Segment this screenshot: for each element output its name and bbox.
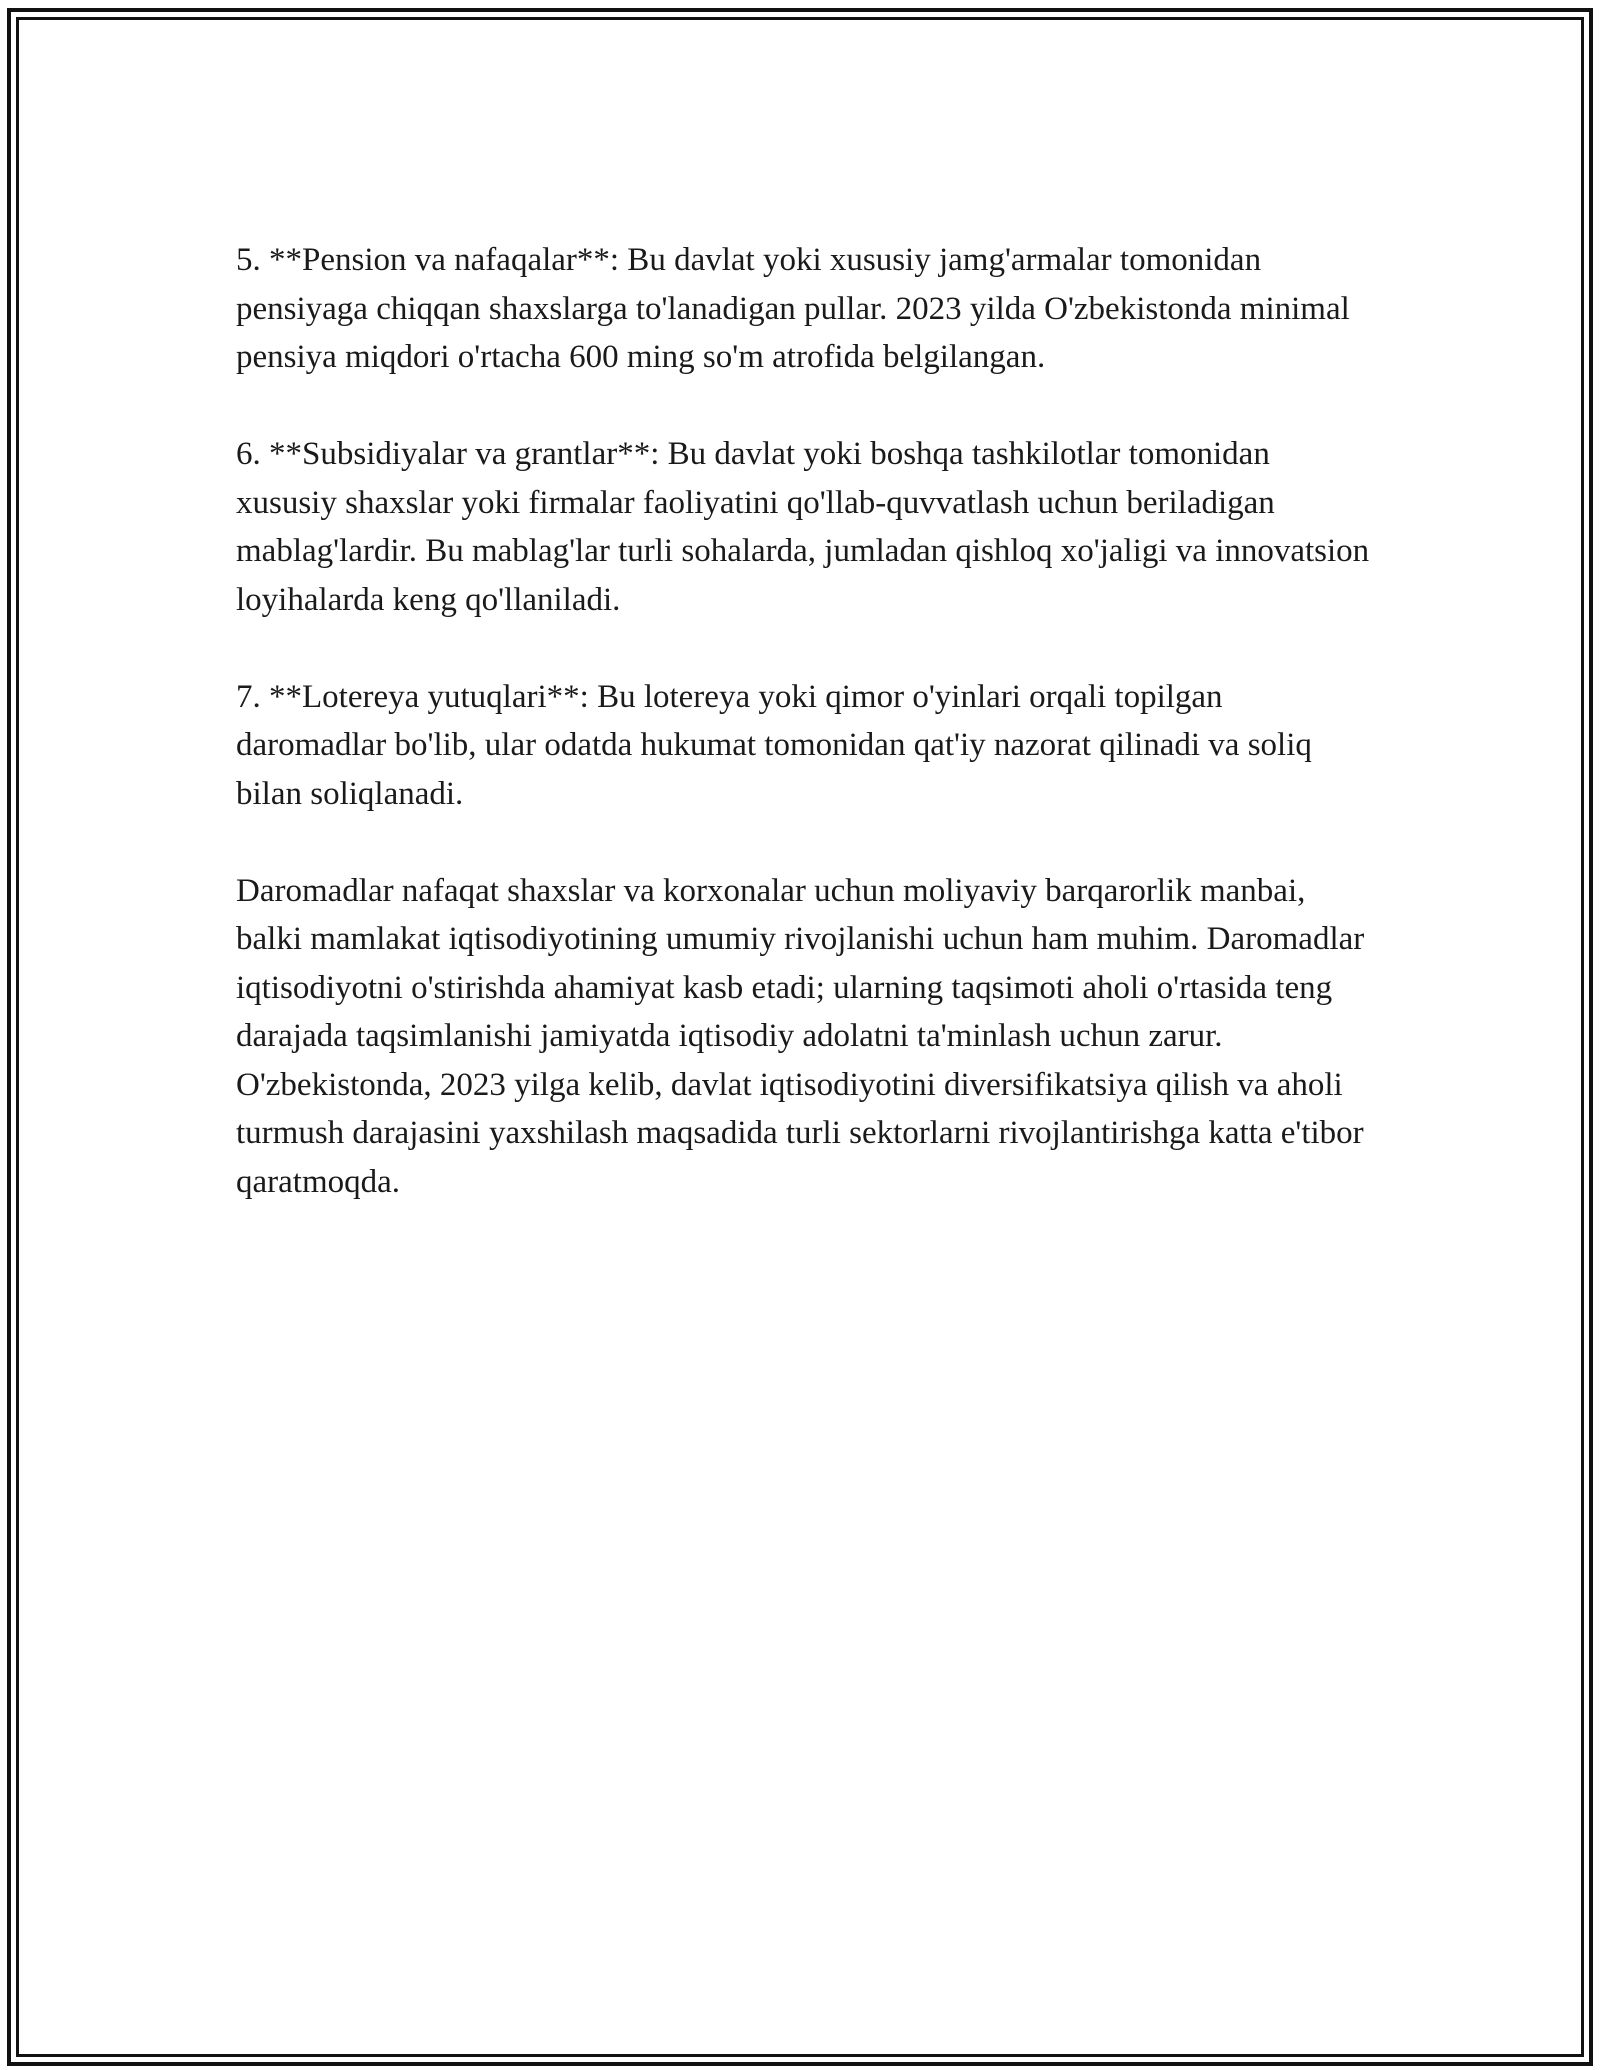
- paragraph-conclusion: Daromadlar nafaqat shaxslar va korxonalar uchun moliyaviy barqarorlik manbai, balki mamlakat iqtisodiyotining umumiy rivojlanishi uchun ham muhim. Daromadlar iqtisodiyotni o'stirishda ahamiyat kasb etadi; ularning taqsimoti aholi o'rtasida teng darajada taqsimlanishi jamiyatda iqtisodiy adolatni ta'minlash uchun zarur. O'zbekistonda, 2023 yilga kelib, davlat iqtisodiyotini diversifikatsiya qilish va aholi turmush darajasini yaxshilash maqsadida turli sektorlarni rivojlantirishga katta e'tibor qaratmoqda.: [236, 872, 1365, 1200]
- document-body: [236, 236, 1376, 1255]
- paragraph-lottery: 7. **Lotereya yutuqlari**: Bu lotereya yoki qimor o'yinlari orqali topilgan daromadlar bo'lib, ular odatda hukumat tomonidan qat'iy nazorat qilinadi va soliq bilan soliqlanadi.: [236, 678, 1312, 812]
- paragraph-subsidies: 6. **Subsidiyalar va grantlar**: Bu davlat yoki boshqa tashkilotlar tomonidan xususiy shaxslar yoki firmalar faoliyatini qo'llab-quvvatlash uchun beriladigan mablag'lardir. Bu mablag'lar turli sohalarda, jumladan qishloq xo'jaligi va innovatsion loyihalarda keng qo'llaniladi.: [236, 436, 1370, 618]
- paragraph-pension: 5. **Pension va nafaqalar**: Bu davlat yoki xususiy jamg'armalar tomonidan pensiyaga chiqqan shaxslarga to'lanadigan pullar. 2023 yilda O'zbekistonda minimal pensiya miqdori o'rtacha 600 ming so'm atrofida belgilangan.: [236, 242, 1350, 375]
